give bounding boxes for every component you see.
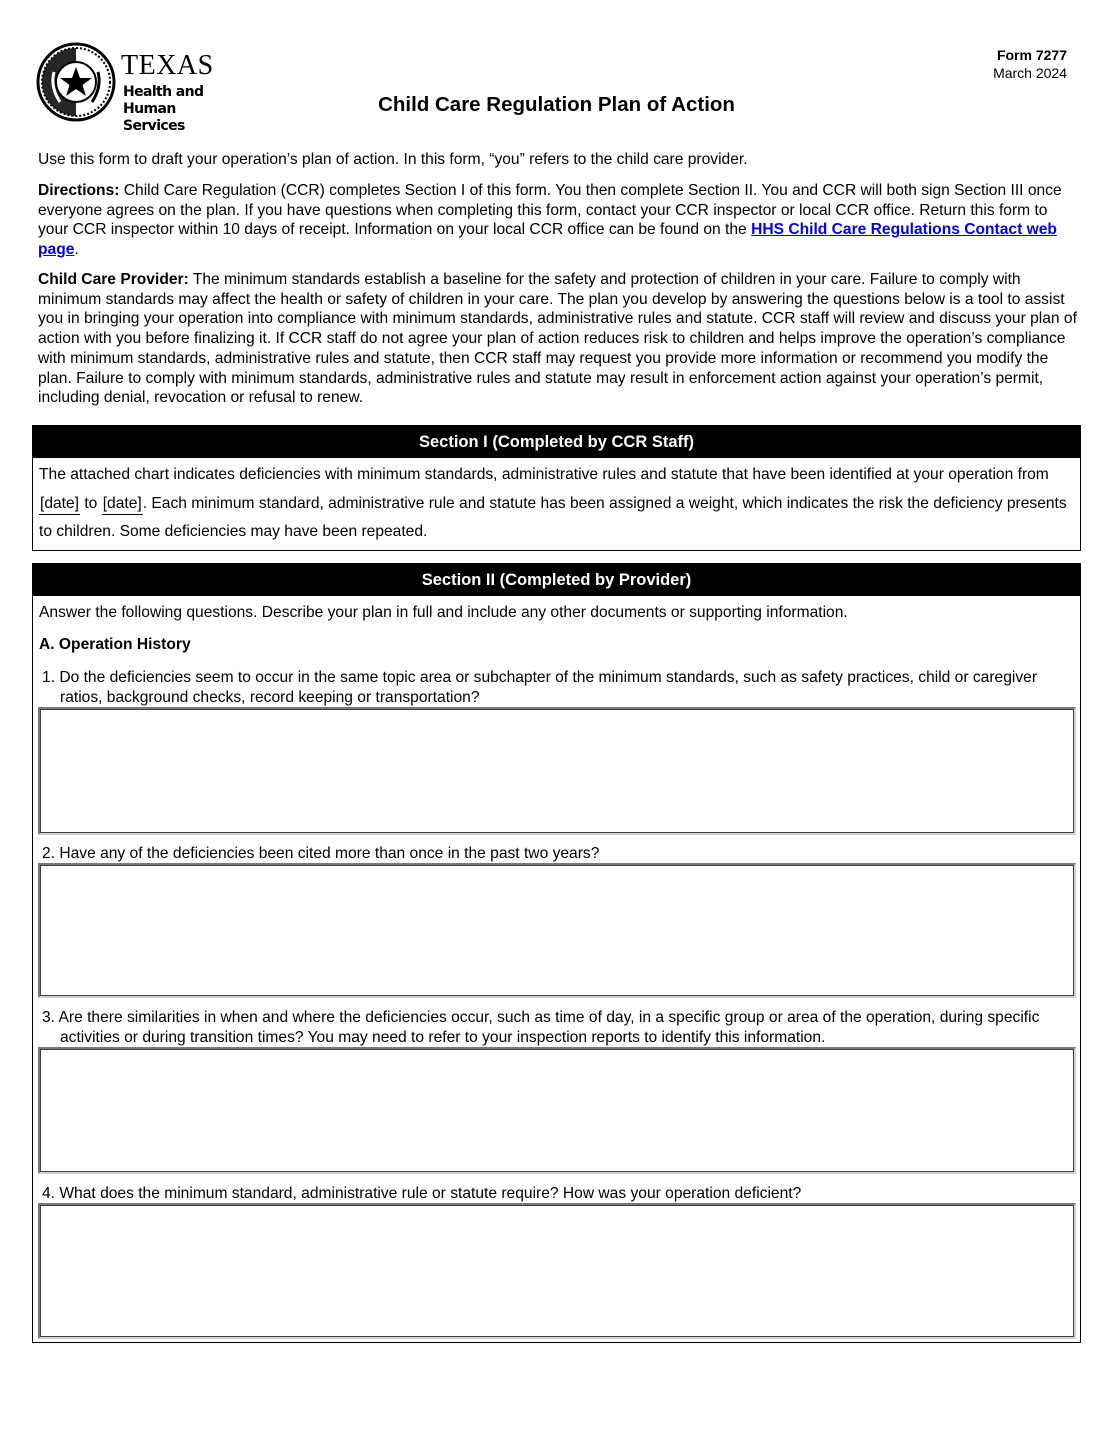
section-2 [32,563,1081,1343]
intro-text: Use this form to draft your operation’s plan of action. In this form, “you” refers to the child care provider. [38,151,748,168]
section-1-text: . Each minimum standard, administrative rule and statute has been assigned a weight, which indicates the risk the deficiency presents to children. Some deficiencies may have been repeated. [39,494,1067,540]
section-1 [32,425,1081,551]
date-to-field[interactable]: [date] [102,494,143,515]
section-2-lead: Answer the following questions. Describe your plan in full and include any other documents or supporting information. [39,604,848,621]
question-2-answer-field[interactable] [38,863,1076,998]
logo-subtitle-line1: Health and Human [123,84,204,117]
form-meta [993,46,1067,82]
hhs-contact-link[interactable]: HHS Child Care Regulations Contact web page [38,221,1057,259]
question-3-answer-field[interactable] [38,1047,1076,1174]
provider-text: The minimum standards establish a baseline for the safety and protection of children in your care. Failure to comply with minimum standards may affect the health or safety of children in your care. The plan you develop by answering the questions below is a tool to assist you in bringing your operation into compliance with minimum standards, administrative rules and statute. CCR staff will review and discuss your plan of action with you before finalizing it. If CCR staff do not agree your plan of action reduces risk to children and helps improve the operation’s compliance with minimum standards, administrative rules and statute, then CCR staff may request you provide more information or recommend you modify the plan. Failure to comply with minimum standards, administrative rules and statute may result in enforcement action against your operation’s permit, including denial, revocation or refusal to renew. [38,271,1077,407]
question-3-label: 3. Are there similarities in when and where the deficiencies occur, such as time of day, in a specific group or area of the operation, during specific activities or during transition times? You may need to refer to your inspection reports to identify this information. [42,1009,1040,1046]
operation-history-heading: A. Operation History [39,636,191,653]
form-date: March 2024 [993,65,1067,81]
directions-paragraph [38,181,1078,260]
question-4-label: 4. What does the minimum standard, administrative rule or statute require? How was your operation deficient? [42,1185,802,1202]
logo-subtitle-line2: Services [123,118,185,134]
directions-end: . [74,241,79,259]
section-1-text: to [80,494,102,512]
date-from-field[interactable]: [date] [39,494,80,515]
directions-text: Child Care Regulation (CCR) completes Section I of this form. You then complete Section II. You and CCR will both sign Section III once everyone agrees on the plan. If you have questions when completing this form, contact your CCR inspector or local CCR office. Return this form to your CCR inspector within 10 days of receipt. Information on your local CCR office can be found on the [38,182,1062,239]
question-1-answer-field[interactable] [38,707,1076,835]
section-1-heading: Section I (Completed by CCR Staff) [33,426,1080,458]
form-number: Form 7277 [996,47,1067,63]
section-2-heading: Section II (Completed by Provider) [33,564,1080,596]
provider-label: Child Care Provider: [38,271,189,288]
section-1-body [33,458,1080,547]
page-title: Child Care Regulation Plan of Action [378,93,735,116]
question-2-label: 2. Have any of the deficiencies been cited more than once in the past two years? [42,845,600,862]
provider-paragraph [38,270,1078,408]
directions-label: Directions: [38,182,120,199]
section-1-text: The attached chart indicates deficiencies with minimum standards, administrative rules and statute that have been identified at your operation from [39,466,1049,483]
question-1-label: 1. Do the deficiencies seem to occur in the same topic area or subchapter of the minimum standards, such as safety practices, child or caregiver ratios, background checks, record keeping or transportation? [42,669,1038,706]
intro-paragraph [38,150,1078,170]
question-4-answer-field[interactable] [38,1203,1076,1339]
logo-texas-text: TEXAS [121,50,214,81]
